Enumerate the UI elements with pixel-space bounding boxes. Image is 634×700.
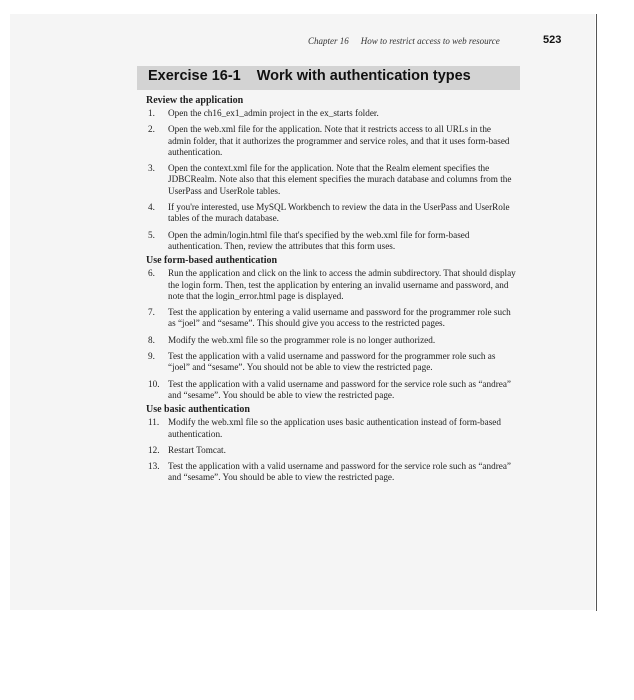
running-header xyxy=(308,36,500,46)
step-number: 10. xyxy=(148,378,160,389)
step-number: 6. xyxy=(148,268,155,279)
step-text: Test the application with a valid username and password for the service role such as “andrea” and “sesame”. You should be able to view the restricted page. xyxy=(168,378,511,400)
step-text: Restart Tomcat. xyxy=(168,444,226,455)
exercise-content xyxy=(146,95,516,489)
step-item xyxy=(146,163,516,197)
step-text: Test the application with a valid username and password for the service role such as “andrea” and “sesame”. You should be able to view the restricted page. xyxy=(168,461,511,483)
step-text: Open the admin/login.html file that's specified by the web.xml file for form-based authentication. Then, review the attributes that this form uses. xyxy=(168,229,470,251)
step-number: 8. xyxy=(148,334,155,345)
step-text: If you're interested, use MySQL Workbench to review the data in the UserPass and UserRole tables of the murach database. xyxy=(168,202,510,224)
step-item xyxy=(146,307,516,330)
step-item xyxy=(146,108,516,119)
step-number: 9. xyxy=(148,351,155,362)
page-edge-rule xyxy=(596,14,597,611)
step-item xyxy=(146,351,516,374)
step-item xyxy=(146,417,516,440)
exercise-number: Exercise 16-1 xyxy=(148,68,241,84)
step-item xyxy=(146,124,516,158)
step-number: 5. xyxy=(148,229,155,240)
step-text: Modify the web.xml file so the programmer role is no longer authorized. xyxy=(168,334,436,345)
step-number: 1. xyxy=(148,108,155,118)
step-text: Open the ch16_ex1_admin project in the ex_starts folder. xyxy=(168,108,379,118)
step-item xyxy=(146,230,516,253)
step-item xyxy=(146,461,516,484)
step-number: 7. xyxy=(148,307,155,318)
section-heading: Use basic authentication xyxy=(146,404,250,416)
step-number: 12. xyxy=(148,444,160,455)
step-text: Modify the web.xml file so the application uses basic authentication instead of form-based authentication. xyxy=(168,417,501,439)
step-text: Test the application by entering a valid username and password for the programmer role such as “joel” and “sesame”. This should give you access to the restricted pages. xyxy=(168,307,511,329)
step-item xyxy=(146,445,516,456)
exercise-name: Work with authentication types xyxy=(256,68,471,84)
step-number: 13. xyxy=(148,461,160,472)
step-number: 3. xyxy=(148,163,155,174)
step-number: 2. xyxy=(148,124,155,135)
running-chapter: Chapter 16 xyxy=(308,36,349,46)
section-heading: Review the application xyxy=(146,95,244,106)
running-title: How to restrict access to web resource xyxy=(360,36,500,46)
step-text: Open the context.xml file for the application. Note that the Realm element specifies the JDBCRealm. Note also that this element specifies the murach database and columns from the UserPass and UserRole tables. xyxy=(168,163,512,196)
page-number: 523 xyxy=(543,34,562,46)
step-text: Test the application with a valid username and password for the programmer role such as “joel” and “sesame”. You should not be able to view the restricted page. xyxy=(168,351,496,373)
step-item xyxy=(146,202,516,225)
step-item xyxy=(146,335,516,346)
section-heading: Use form-based authentication xyxy=(146,255,278,267)
step-item xyxy=(146,268,516,302)
step-number: 4. xyxy=(148,202,155,213)
exercise-title xyxy=(148,68,471,84)
step-text: Open the web.xml file for the application. Note that it restricts access to all URLs in the admin folder, that it authorizes the programmer and service roles, and that it uses form-based authentication. xyxy=(168,124,510,157)
step-item xyxy=(146,379,516,402)
step-text: Run the application and click on the link to access the admin subdirectory. That should display the login form. Then, test the application by entering an invalid username and password, and note that the login_error.html page is displayed. xyxy=(168,268,516,301)
step-number: 11. xyxy=(148,417,160,428)
